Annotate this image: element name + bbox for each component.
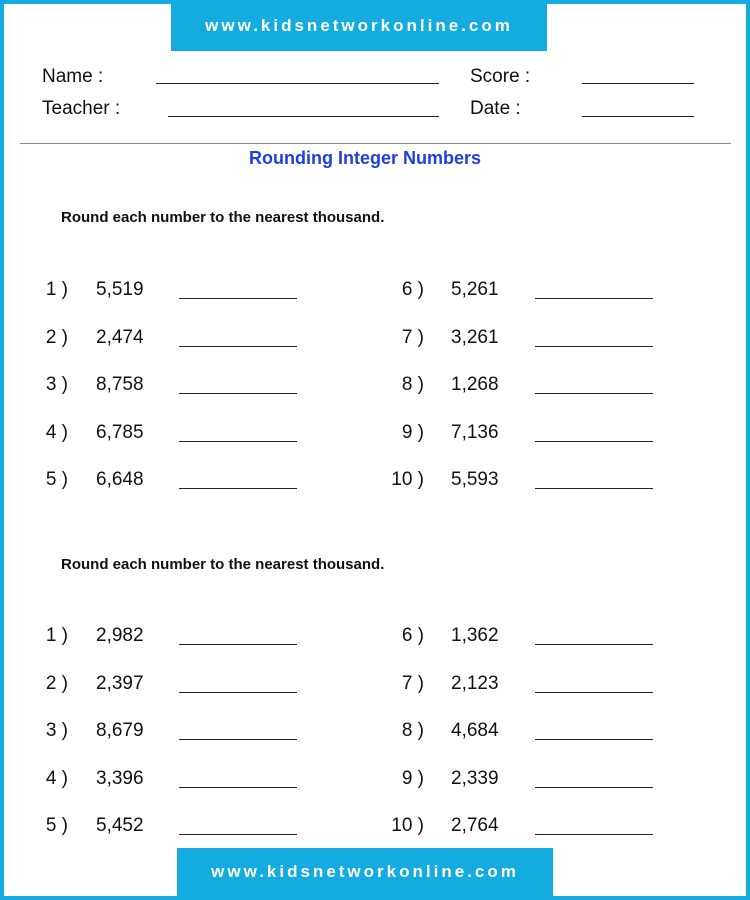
answer-field[interactable]: [179, 393, 297, 394]
name-field[interactable]: [156, 83, 439, 84]
problem-value: 2,397: [96, 672, 144, 694]
problem-value: 1,362: [451, 625, 499, 646]
answer-field[interactable]: [535, 787, 653, 788]
problem-number: 4 ): [45, 421, 68, 443]
site-banner-top: www.kidsnetworkonline.com: [171, 0, 547, 51]
date-label: Date :: [470, 98, 521, 119]
score-field[interactable]: [582, 83, 694, 84]
answer-field[interactable]: [535, 393, 653, 394]
section-1-instruction: Round each number to the nearest thousand.: [61, 209, 385, 226]
problem-value: 6,785: [96, 421, 144, 443]
problem-value: 5,452: [96, 815, 144, 836]
problem-number: 5 ): [45, 469, 68, 490]
problem-value: 2,982: [96, 625, 144, 646]
problem-number: 2 ): [45, 326, 68, 348]
answer-field[interactable]: [179, 787, 297, 788]
answer-field[interactable]: [179, 834, 297, 835]
name-label: Name :: [42, 66, 104, 87]
answer-field[interactable]: [535, 834, 653, 835]
problem-value: 2,764: [451, 815, 499, 836]
teacher-field[interactable]: [168, 116, 439, 117]
problem-value: 8,758: [96, 374, 144, 395]
site-banner-bottom: www.kidsnetworkonline.com: [177, 848, 553, 896]
problem-value: 3,396: [96, 767, 144, 789]
problem-value: 5,593: [451, 469, 499, 490]
answer-field[interactable]: [179, 739, 297, 740]
problem-value: 2,474: [96, 326, 144, 348]
problem-number: 4 ): [45, 767, 68, 789]
problem-number: 7 ): [401, 672, 424, 694]
answer-field[interactable]: [179, 298, 297, 299]
section-2-instruction: Round each number to the nearest thousand.: [61, 556, 385, 573]
score-label: Score :: [470, 66, 531, 87]
problem-value: 1,268: [451, 374, 499, 395]
problem-number: 7 ): [401, 326, 424, 348]
problem-number: 9 ): [401, 421, 424, 443]
problem-number: 3 ): [45, 374, 68, 395]
problem-number: 9 ): [401, 767, 424, 789]
problem-value: 2,123: [451, 672, 499, 694]
problem-value: 4,684: [451, 720, 499, 741]
answer-field[interactable]: [535, 346, 653, 347]
problem-value: 7,136: [451, 421, 499, 443]
problem-number: 2 ): [45, 672, 68, 694]
problem-value: 3,261: [451, 326, 499, 348]
worksheet-title: Rounding Integer Numbers: [248, 148, 481, 168]
problem-number: 1 ): [45, 625, 68, 646]
answer-field[interactable]: [535, 488, 653, 489]
problem-number: 1 ): [45, 279, 68, 300]
problem-number: 10 ): [391, 815, 424, 836]
answer-field[interactable]: [535, 739, 653, 740]
problem-value: 5,261: [451, 279, 499, 300]
problem-number: 6 ): [401, 625, 424, 646]
answer-field[interactable]: [179, 346, 297, 347]
answer-field[interactable]: [179, 692, 297, 693]
answer-field[interactable]: [179, 488, 297, 489]
answer-field[interactable]: [535, 441, 653, 442]
header-divider: [20, 143, 731, 144]
answer-field[interactable]: [535, 644, 653, 645]
problem-value: 6,648: [96, 469, 144, 490]
answer-field[interactable]: [179, 441, 297, 442]
problem-number: 8 ): [401, 720, 424, 741]
problem-number: 10 ): [391, 469, 424, 490]
problem-value: 8,679: [96, 720, 144, 741]
problem-number: 5 ): [45, 815, 68, 836]
answer-field[interactable]: [179, 644, 297, 645]
problem-value: 2,339: [451, 767, 499, 789]
problem-number: 3 ): [45, 720, 68, 741]
answer-field[interactable]: [535, 692, 653, 693]
problem-number: 8 ): [401, 374, 424, 395]
answer-field[interactable]: [535, 298, 653, 299]
date-field[interactable]: [582, 116, 694, 117]
problem-number: 6 ): [401, 279, 424, 300]
problem-value: 5,519: [96, 279, 144, 300]
teacher-label: Teacher :: [42, 98, 121, 119]
